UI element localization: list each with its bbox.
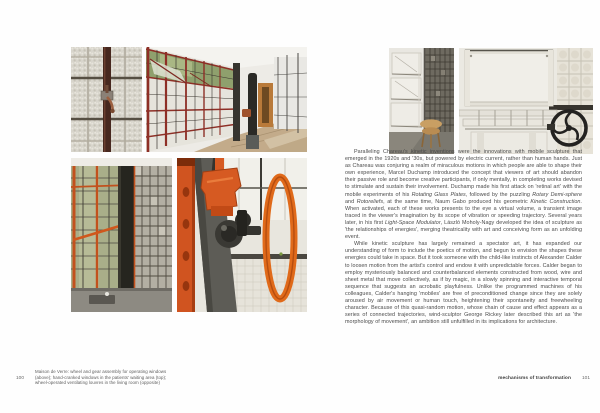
louvre-panels <box>389 48 424 134</box>
glass-block-crank-illustration <box>71 47 142 152</box>
shadowed-glass-block-wall <box>425 48 455 132</box>
gear-assembly-illustration <box>177 158 307 312</box>
operating-rails <box>459 110 557 129</box>
photo-louvre-panel-handwheel <box>459 48 593 154</box>
glass-partition <box>274 53 307 133</box>
left-folio: 100 <box>16 376 25 381</box>
caption-line: wheel-operated ventilating louvres in the living room (opposite) <box>35 380 160 386</box>
article-paragraph: Paralleling Chareau's kinetic inventions were the innovations with mobile sculpture that emerged in the 1920s and '30s, but powered by electric current, rather than human hands. Just as Chareau was conjuring a realm of miraculous motions in which people are able to shape their own experience, Marcel Duchamp introduced the concept that viewers of art should abandon their passive role and become creative participants, if only mentally, in completing works devised to stimulate and sustain their involvement. Duchamp made his first attack on 'retinal art' with the mobile experiments of his Rotating Glass Plates, followed by the puzzling Rotary Demi-sphere and Rotoreliefs, at the same time, Naum Gabo produced his geometric Kinetic Construction. When activated, each of these works presents to the eye a virtual volume, a transient image traced in the viewer's imagination by its scope of vibration or speeding trajectory. Several years later, in his first Light-Space Modulator, László Moholy-Nagy developed the idea of sculpture as 'the relationships of energies', merging theatricality with art and conceiving form as an unfolding event. <box>345 149 582 241</box>
orange-plate <box>177 158 195 312</box>
waiting-area-illustration <box>71 158 172 312</box>
white-panel <box>465 50 553 106</box>
photo-patients-waiting-area <box>71 158 172 312</box>
running-footer: mechanisms of transformation <box>498 376 571 381</box>
article-text <box>345 149 582 326</box>
right-footer <box>392 376 590 381</box>
left-caption <box>35 369 195 386</box>
caption-line: (above); hand-cranked windows in the patients' waiting area (top); <box>35 374 167 380</box>
photo-ventilating-louvres-corner <box>389 48 454 154</box>
floor <box>71 288 172 312</box>
caption-line: Maison de Verre: wheel and gear assembly for operating windows <box>35 369 167 374</box>
louvres-corner-illustration <box>389 48 454 154</box>
glass-block-wall <box>134 166 172 290</box>
dark-rail <box>549 105 593 110</box>
red-chair <box>242 109 251 117</box>
corridor-illustration <box>146 47 307 152</box>
circle-glass-block-wall <box>557 48 593 154</box>
panel-handwheel-illustration <box>459 48 593 154</box>
photo-window-wall-corridor <box>146 47 307 152</box>
right-folio: 101 <box>581 376 590 381</box>
steel-column <box>233 63 240 141</box>
photo-wheel-gear-assembly <box>177 158 307 312</box>
photo-glass-block-crank-detail <box>71 47 142 152</box>
article-paragraph: While kinetic sculpture has largely remained a spectator art, it has expanded our understanding of form to include the poetics of motion, and begun to envision the shapes these energies could take in space. But it took someone with the child-like instincts of Alexander Calder to loosen motion from the artist's control and endow it with unpredictable forces. Calder began to employ mysteriously balanced and counterbalanced elements constructed from wood, wire and sheet metal that move collectively, as if by magic, in a slowly spinning and interactive temporal sequence that suggests an acrobatic playfulness. Unlike the programmed machines of his colleagues, Calder's hanging 'mobiles' are free of preconditioned change since they are solely aroused by air movement or human touch, heightening their spontaneity and freewheeling character. Because of this quasi-random motion, whose chain of cause and effect appears as a series of connected trajectories, wind-sculptor George Rickey later described this art as 'the morphology of movement', an ambition still unfulfilled in its implications for architecture. <box>345 241 582 326</box>
